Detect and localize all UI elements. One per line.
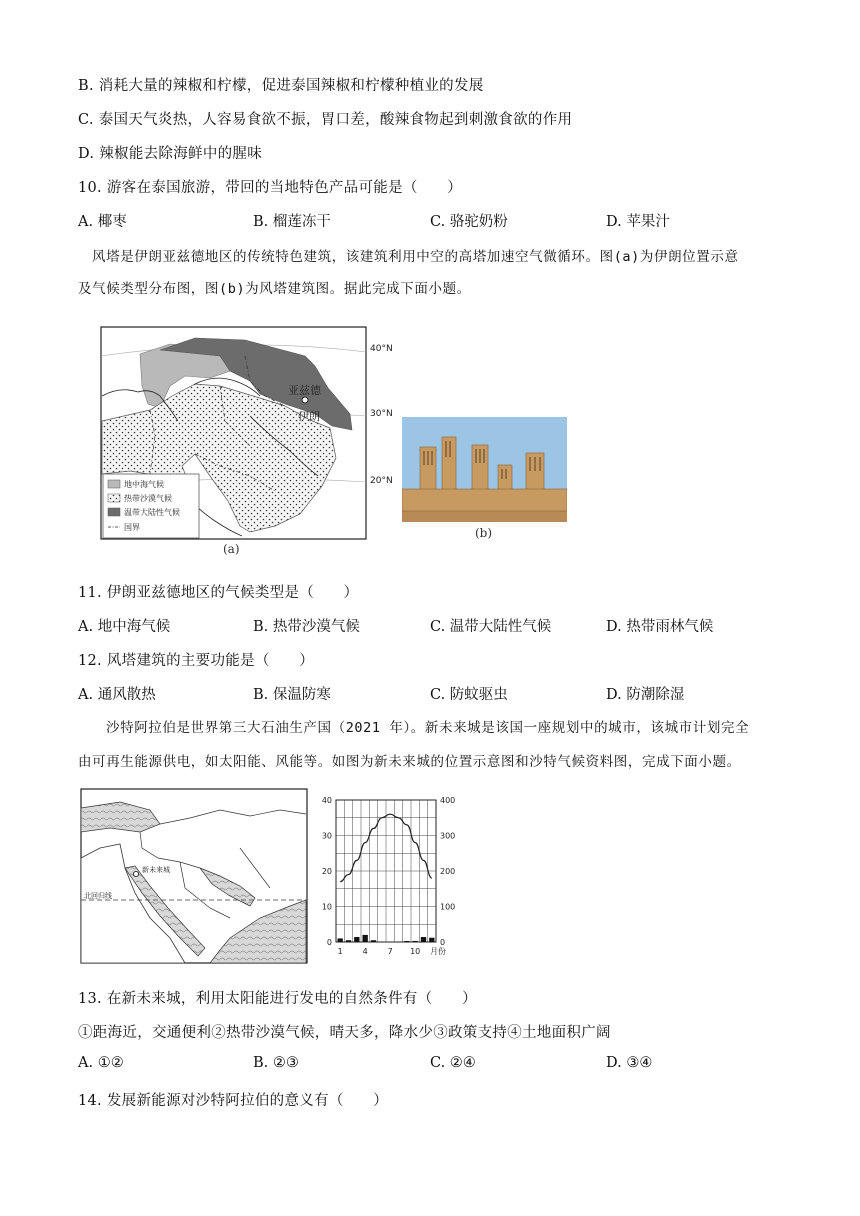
- option-line-c: C. 泰国天气炎热，人容易食欲不振，胃口差，酸辣食物起到刺激食欲的作用: [78, 112, 573, 128]
- q10-option-b[interactable]: B. 榴莲冻干: [253, 214, 331, 230]
- x-tick-7: 7: [387, 947, 393, 956]
- legend-med: 地中海气候: [124, 480, 164, 489]
- figure-b-caption: (b): [475, 526, 493, 540]
- right-tick-0: 0: [440, 938, 446, 947]
- lat-label-40: 40°N: [370, 344, 393, 354]
- q12-options: [78, 683, 798, 703]
- q13-option-b[interactable]: B. ②③: [253, 1055, 299, 1071]
- figure-a-caption: (a): [223, 542, 240, 556]
- precip-bar-12: [429, 938, 434, 942]
- q13-option-d[interactable]: D. ③④: [606, 1055, 653, 1071]
- precip-bar-11: [421, 937, 426, 942]
- x-unit-label: 月份: [430, 947, 446, 956]
- q13-option-a[interactable]: A. ①②: [78, 1055, 124, 1071]
- city-label: 新未来城: [142, 866, 170, 874]
- climate-chart: [318, 788, 468, 960]
- precip-bar-1: [338, 938, 343, 942]
- right-tick-100: 100: [440, 902, 456, 912]
- right-tick-200: 200: [440, 867, 456, 876]
- legend-border: 国界: [124, 523, 140, 532]
- wind-tower-photo: [402, 417, 567, 522]
- precip-bar-2: [346, 940, 351, 942]
- left-tick-20: 20: [321, 867, 332, 876]
- precip-bar-9: [404, 941, 409, 942]
- question-13-statements: ①距海近，交通便利②热带沙漠气候，晴天多，降水少③政策支持④土地面积广阔: [78, 1025, 611, 1041]
- question-12: 12. 风塔建筑的主要功能是（ ）: [78, 653, 315, 669]
- city-marker: [133, 871, 138, 876]
- map-legend: [103, 474, 199, 538]
- left-tick-30: 30: [321, 831, 332, 841]
- q12-option-a[interactable]: A. 通风散热: [78, 687, 156, 703]
- iran-label: 伊朗: [298, 410, 320, 423]
- left-tick-10: 10: [321, 902, 332, 912]
- q13-options: [78, 1055, 798, 1075]
- q12-option-d[interactable]: D. 防潮除湿: [606, 687, 685, 703]
- question-11: 11. 伊朗亚兹德地区的气候类型是（ ）: [78, 585, 359, 601]
- q12-option-b[interactable]: B. 保温防寒: [253, 687, 331, 703]
- left-tick-0: 0: [326, 938, 332, 947]
- lat-label-20: 20°N: [370, 476, 393, 486]
- right-axis: [440, 796, 455, 947]
- tropic-label: 北回归线: [84, 892, 112, 900]
- x-tick-4: 4: [362, 947, 368, 956]
- q10-option-d[interactable]: D. 苹果汁: [606, 214, 670, 230]
- q10-option-a[interactable]: A. 椰枣: [78, 214, 127, 230]
- x-tick-1: 1: [337, 947, 343, 956]
- question-13: 13. 在新未来城，利用太阳能进行发电的自然条件有（ ）: [78, 991, 477, 1007]
- passage-1-line-1: 风塔是伊朗亚兹德地区的传统特色建筑，该建筑利用中空的高塔加速空气微循环。图(a)为伊朗位置示意: [92, 249, 739, 265]
- precip-bar-3: [354, 937, 359, 942]
- q11-option-d[interactable]: D. 热带雨林气候: [606, 619, 714, 635]
- yazd-marker: [302, 397, 308, 403]
- passage-2-line-2: 由可再生能源供电，如太阳能、风能等。如图为新未来城的位置示意图和沙特气候资料图，完成下面小题。: [78, 754, 741, 770]
- q11-option-a[interactable]: A. 地中海气候: [78, 619, 171, 635]
- yazd-label: 亚兹德: [288, 384, 321, 397]
- precip-bar-5: [371, 940, 376, 942]
- q11-option-c[interactable]: C. 温带大陆性气候: [430, 619, 552, 635]
- question-14: 14. 发展新能源对沙特阿拉伯的意义有（ ）: [78, 1093, 389, 1109]
- passage-2-line-1: 沙特阿拉伯是世界第三大石油生产国（2021 年）。新未来城是该国一座规划中的城市，该城市计划完全: [106, 720, 750, 736]
- option-line-d: D. 辣椒能去除海鲜中的腥味: [78, 146, 263, 162]
- q10-option-c[interactable]: C. 骆驼奶粉: [430, 214, 508, 230]
- legend-cont: 温带大陆性气候: [124, 508, 180, 517]
- q12-option-c[interactable]: C. 防蚊驱虫: [430, 687, 508, 703]
- q13-option-c[interactable]: C. ②④: [430, 1055, 476, 1071]
- legend-desert: 热带沙漠气候: [124, 494, 172, 503]
- iran-climate-map: [100, 326, 400, 546]
- question-10: 10. 游客在泰国旅游，带回的当地特色产品可能是（ ）: [78, 180, 463, 196]
- precip-bar-4: [363, 935, 368, 942]
- new-future-city-map: [80, 788, 308, 964]
- right-tick-300: 300: [440, 831, 456, 841]
- x-axis: [338, 946, 446, 956]
- x-tick-10: 10: [410, 947, 421, 956]
- option-line-b: B. 消耗大量的辣椒和柠檬，促进泰国辣椒和柠檬种植业的发展: [78, 78, 484, 94]
- q11-option-b[interactable]: B. 热带沙漠气候: [253, 619, 360, 635]
- passage-1-line-2: 及气候类型分布图，图(b)为风塔建筑图。据此完成下面小题。: [78, 281, 471, 297]
- q11-options: [78, 615, 798, 635]
- right-tick-400: 400: [440, 796, 456, 805]
- left-tick-40: 40: [321, 796, 332, 805]
- lat-label-30: 30°N: [370, 409, 393, 419]
- left-axis: [322, 796, 332, 947]
- legend-swatch-med: [108, 480, 120, 488]
- legend-swatch-cont: [108, 508, 120, 516]
- legend-swatch-desert: [108, 494, 120, 502]
- precip-bar-10: [413, 941, 418, 942]
- q10-options: [78, 210, 798, 230]
